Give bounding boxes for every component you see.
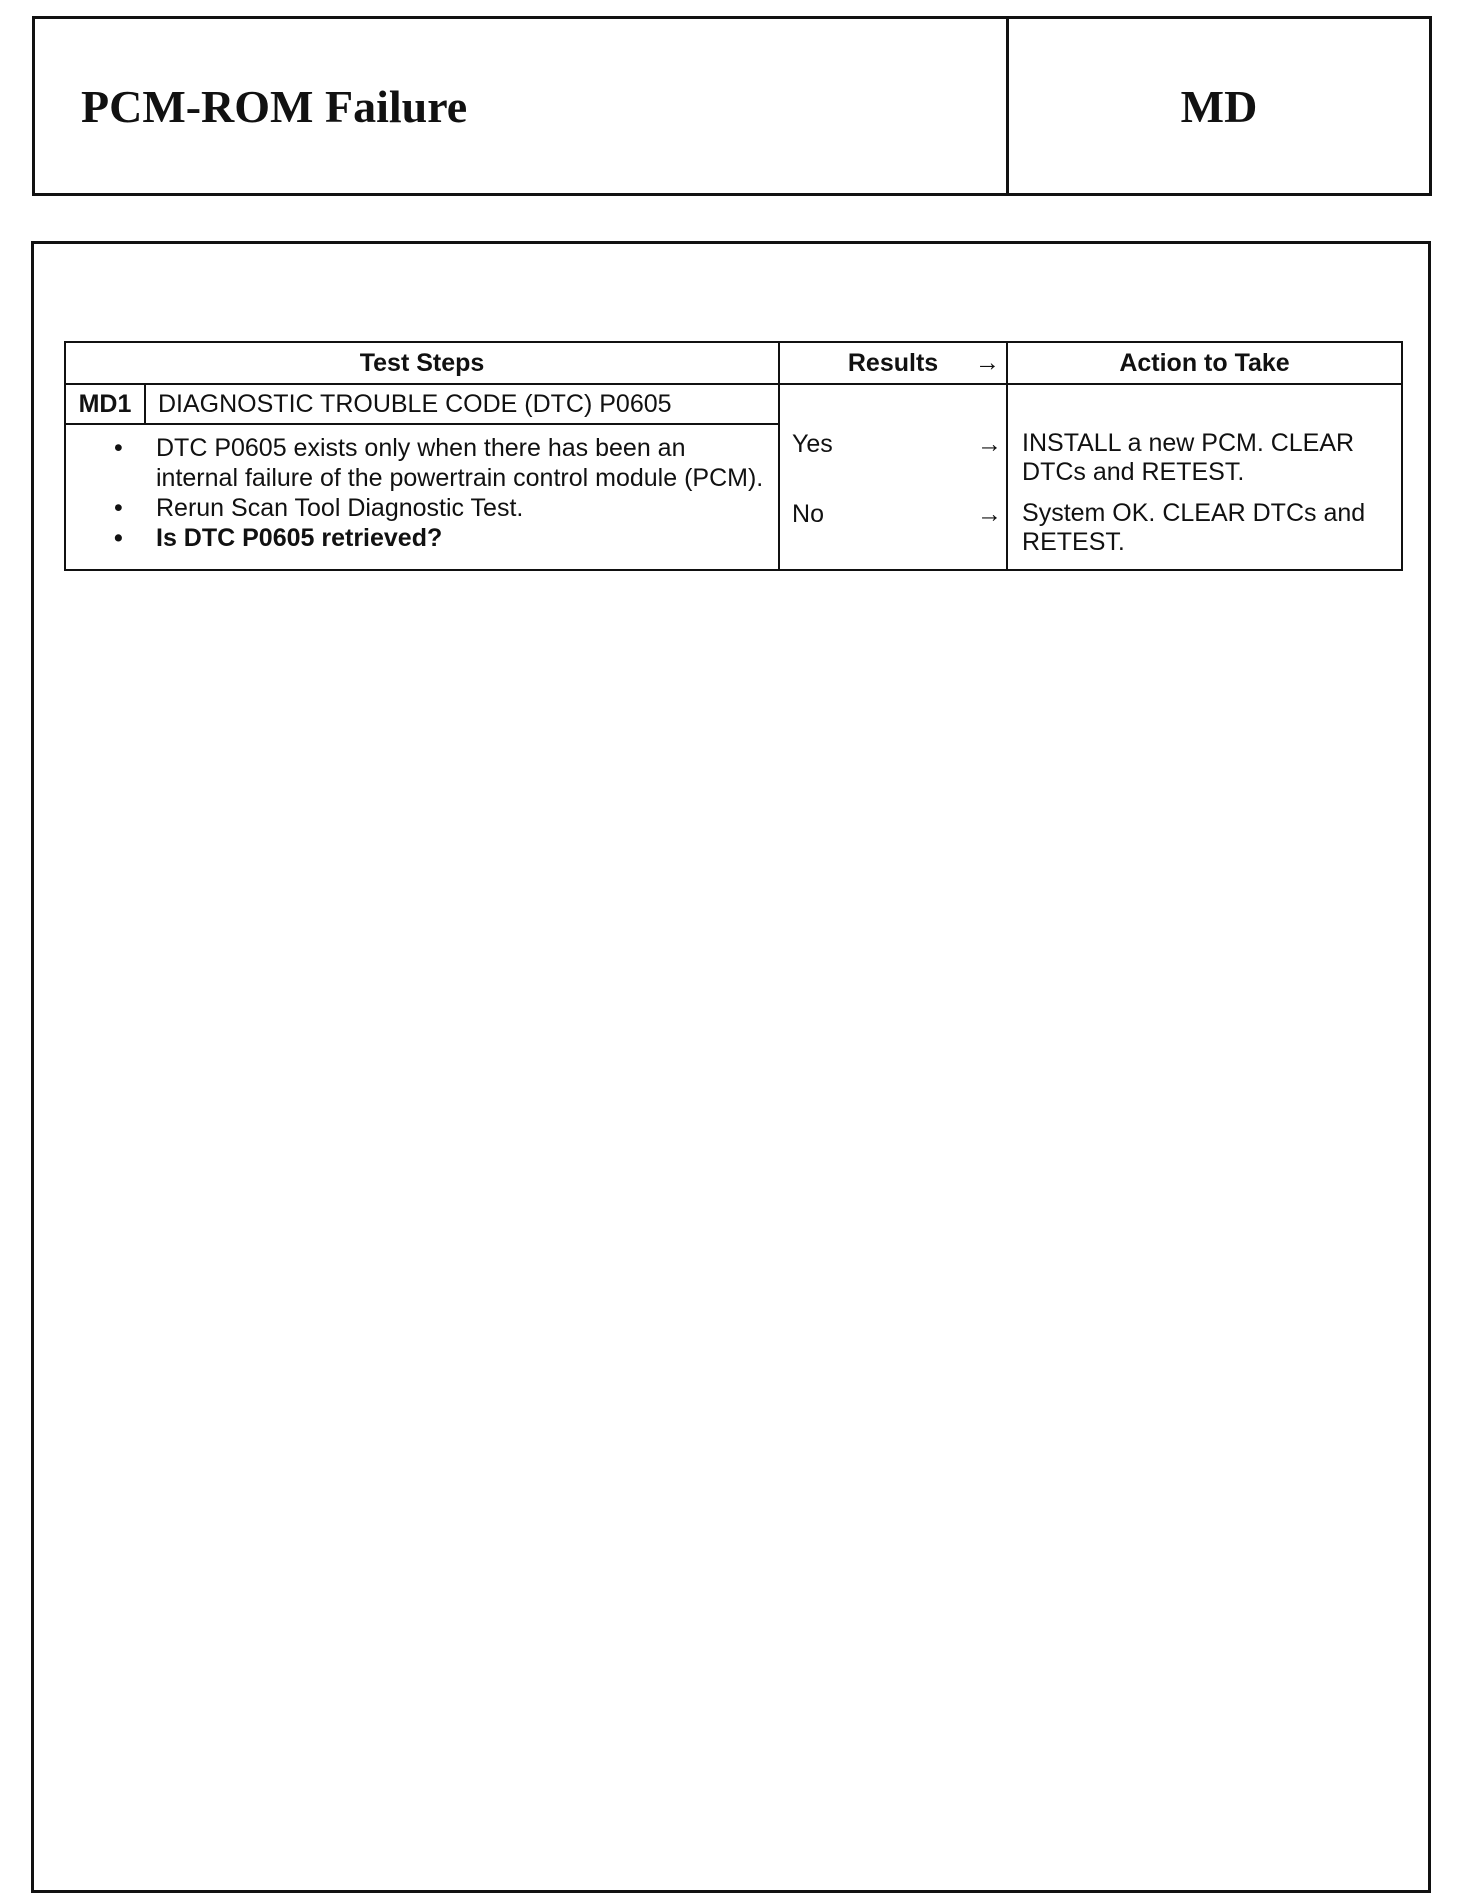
list-item: • DTC P0605 exists only when there has been an internal failure of the powertrain control module (PCM).	[156, 433, 768, 493]
action-cell	[1007, 384, 1402, 570]
step-code: MD1	[65, 384, 145, 424]
column-header-action: Action to Take	[1007, 342, 1402, 384]
results-cell	[779, 384, 1007, 570]
table-header-row	[65, 342, 1402, 384]
result-yes-label: Yes	[792, 430, 833, 458]
column-header-results-label: Results	[847, 348, 939, 377]
step-instructions	[65, 424, 779, 570]
step-bullet-list	[66, 425, 778, 557]
list-item: • Is DTC P0605 retrieved?	[156, 523, 768, 553]
list-item: • Rerun Scan Tool Diagnostic Test.	[156, 493, 768, 523]
arrow-right-icon: →	[975, 348, 1001, 377]
arrow-right-icon: →	[977, 500, 1003, 528]
column-header-test-steps: Test Steps	[65, 342, 779, 384]
action-no: System OK. CLEAR DTCs and RETEST.	[1022, 499, 1366, 556]
page-header	[32, 16, 1432, 196]
step-title: DIAGNOSTIC TROUBLE CODE (DTC) P0605	[145, 384, 779, 424]
table-row	[65, 384, 1402, 424]
result-yes	[792, 430, 1002, 459]
column-header-results	[779, 342, 1007, 384]
result-no	[792, 500, 1002, 529]
arrow-right-icon: →	[977, 430, 1003, 458]
action-yes: INSTALL a new PCM. CLEAR DTCs and RETEST.	[1022, 429, 1355, 486]
diagnostic-table	[64, 341, 1403, 571]
section-code: MD	[1180, 80, 1258, 132]
page-title: PCM-ROM Failure	[35, 19, 1009, 193]
result-no-label: No	[792, 500, 824, 528]
